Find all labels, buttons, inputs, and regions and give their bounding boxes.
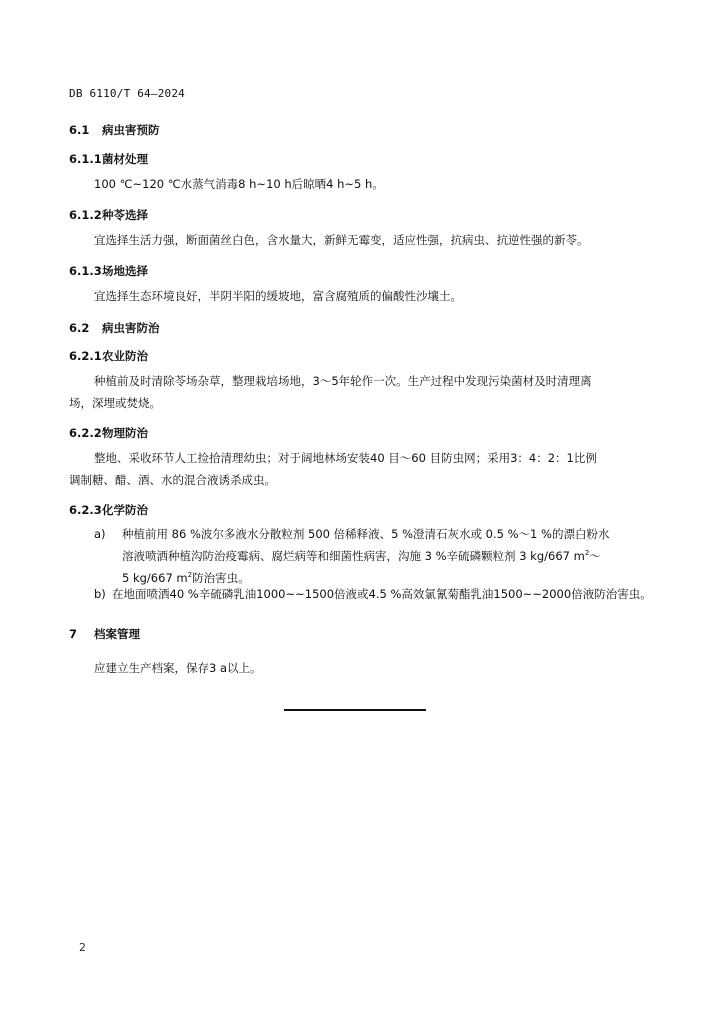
section-title: 化学防治 — [102, 503, 148, 517]
section-title: 病虫害预防 — [102, 123, 160, 137]
section-6-1-2-text: 宜选择生活力强，断面菌丝白色，含水量大，新鲜无霉变，适应性强，抗病虫、抗逆性强的新苓。 — [94, 233, 589, 247]
section-6-2-2-text-line-2: 调制糖、醋、酒、水的混合液诱杀成虫。 — [69, 473, 276, 487]
line-2-tilde: ～ — [589, 549, 601, 563]
section-number: 6.2.2 — [69, 426, 102, 440]
section-title: 物理防治 — [102, 426, 148, 440]
list-item-a-line-2 — [122, 548, 601, 564]
line-2-text: 溶液喷洒种植沟防治疫霉病、腐烂病等和细菌性病害，沟施 3 %辛硫磷颗粒剂 3 kg/667 m — [122, 549, 585, 563]
list-marker: a) — [94, 527, 106, 541]
section-number: 6.2 — [69, 321, 90, 335]
section-6-1-3-heading — [69, 263, 148, 279]
superscript-2: 2 — [187, 571, 193, 579]
section-title: 场地选择 — [102, 264, 148, 278]
section-title: 农业防治 — [102, 349, 148, 363]
section-6-2-1-heading — [69, 348, 148, 364]
section-title: 菌材处理 — [102, 152, 148, 166]
line-3-tail: 防治害虫。 — [192, 571, 250, 585]
section-6-2-3-heading — [69, 502, 148, 518]
section-number: 6.1 — [69, 123, 90, 137]
section-6-1-3-text: 宜选择生态环境良好，半阴半阳的缓坡地，富含腐殖质的偏酸性沙壤土。 — [94, 289, 462, 303]
section-number: 6.1.2 — [69, 208, 102, 222]
end-of-document-rule — [284, 709, 426, 711]
list-item-b — [94, 586, 652, 602]
section-7-text: 应建立生产档案，保存3 a以上。 — [94, 661, 262, 675]
list-marker: b) — [94, 587, 106, 601]
section-6-2-1-text-line-2: 场，深埋或焚烧。 — [69, 396, 161, 410]
section-number: 6.1.3 — [69, 264, 102, 278]
section-6-2-1-text-line-1: 种植前及时清除苓场杂草，整理栽培场地，3～5年轮作一次。生产过程中发现污染菌材及时清理离 — [94, 374, 592, 388]
line-3-text: 5 kg/667 m — [122, 571, 188, 585]
section-6-1-1-heading — [69, 151, 148, 167]
list-item-a — [94, 526, 610, 585]
section-title: 病虫害防治 — [102, 321, 160, 335]
section-number: 6.2.3 — [69, 503, 102, 517]
superscript-2: 2 — [584, 549, 590, 557]
section-title: 档案管理 — [94, 627, 140, 641]
section-6-1-heading — [69, 122, 160, 138]
section-number: 7 — [69, 627, 78, 641]
section-6-1-2-heading — [69, 207, 148, 223]
list-item-a-line-3 — [122, 570, 250, 586]
section-number: 6.1.1 — [69, 152, 102, 166]
section-6-2-2-text-line-1: 整地、采收环节人工捡拾清理幼虫；对于阔地林场安装40 目～60 目防虫网；采用3：4：2：1比例 — [94, 451, 597, 465]
list-item-a-line-1: 种植前用 86 %波尔多液水分散粒剂 500 倍稀释液、5 %澄清石灰水或 0.5 %～1 %的漂白粉水 — [122, 527, 610, 541]
page-number: 2 — [79, 941, 86, 954]
section-7-heading — [69, 626, 140, 642]
section-6-2-heading — [69, 320, 160, 336]
list-item-b-text: 在地面喷洒40 %辛硫磷乳油1000~~1500倍液或4.5 %高效氯氰菊酯乳油1500~~2000倍液防治害虫。 — [112, 587, 652, 601]
section-6-1-1-text: 100 ℃~120 ℃水蒸气消毒8 h~10 h后晾晒4 h~5 h。 — [94, 177, 384, 191]
section-title: 种苓选择 — [102, 208, 148, 222]
section-number: 6.2.1 — [69, 349, 102, 363]
document-code-header: DB 6110/T 64—2024 — [69, 87, 185, 100]
section-6-2-2-heading — [69, 425, 148, 441]
